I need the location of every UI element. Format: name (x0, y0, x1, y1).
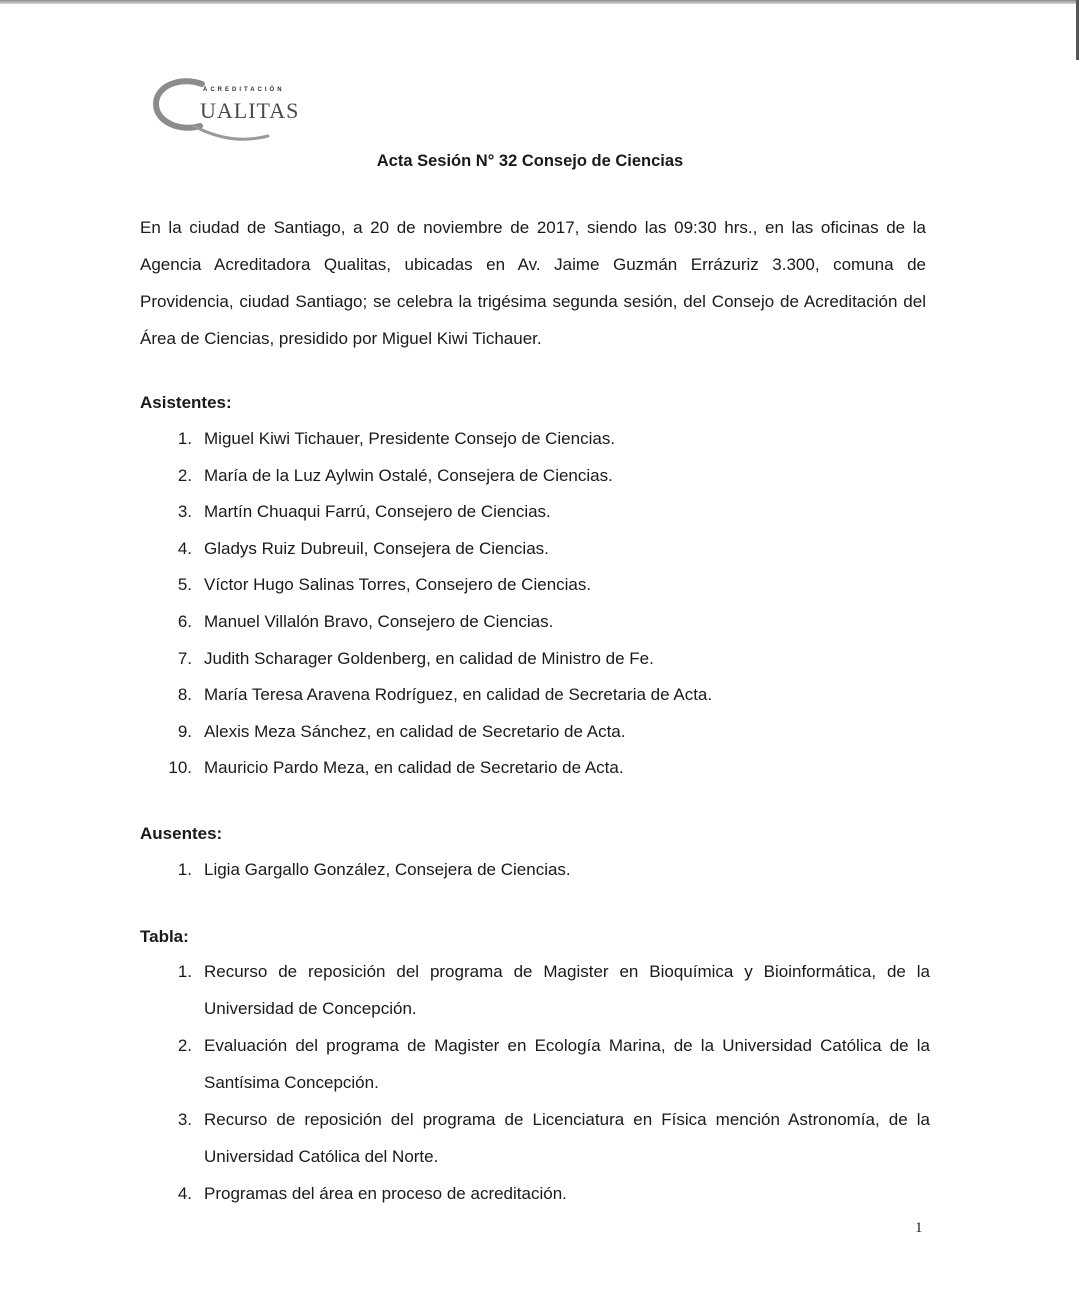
list-item (140, 677, 930, 714)
list-item (140, 1027, 930, 1101)
asistentes-heading: Asistentes: (140, 393, 232, 412)
list-item (140, 641, 930, 678)
item-text: Ligia Gargallo González, Consejera de Ciencias. (204, 860, 571, 879)
list-item (140, 750, 930, 787)
page-number: 1 (915, 1220, 923, 1236)
item-number: 4. (177, 538, 192, 558)
item-number: 6. (177, 611, 192, 631)
item-number: 1. (177, 962, 192, 981)
item-text: Programas del área en proceso de acreditación. (204, 1184, 567, 1203)
item-text: Judith Scharager Goldenberg, en calidad de Ministro de Fe. (204, 648, 654, 668)
list-item (140, 953, 930, 1027)
item-number: 7. (177, 648, 192, 668)
list-item (140, 852, 930, 888)
item-number: 3. (177, 502, 192, 522)
item-number: 9. (177, 721, 192, 741)
document-title: Acta Sesión N° 32 Consejo de Ciencias (376, 152, 684, 170)
item-text: Evaluación del programa de Magister en Ecología Marina, de la Universidad Católica de la Santísima Concepción. (204, 1036, 930, 1092)
item-number: 10. (168, 758, 192, 778)
list-item (140, 567, 930, 604)
item-text: María Teresa Aravena Rodríguez, en calidad de Secretaria de Acta. (204, 685, 713, 705)
list-item (140, 604, 930, 641)
item-number: 2. (177, 1036, 192, 1055)
item-text: Alexis Meza Sánchez, en calidad de Secretario de Acta. (204, 721, 626, 741)
list-item (140, 1175, 930, 1212)
list-item (140, 494, 930, 531)
list-item (140, 531, 930, 568)
list-item (140, 1101, 930, 1175)
item-text: Mauricio Pardo Meza, en calidad de Secretario de Acta. (204, 758, 624, 778)
asistentes-list (140, 421, 930, 787)
intro-paragraph: En la ciudad de Santiago, a 20 de noviembre de 2017, siendo las 09:30 hrs., en las oficinas de la Agencia Acreditadora Qualitas, ubicadas en Av. Jaime Guzmán Errázuriz 3.300, comuna de Providencia, ciudad Santiago; se celebra la trigésima segunda sesión, del Consejo de Acreditación del Área de Ciencias, presidido por Miguel Kiwi Tichauer. (140, 218, 926, 348)
qualitas-logo (150, 70, 330, 150)
item-text: Víctor Hugo Salinas Torres, Consejero de Ciencias. (204, 575, 592, 595)
item-number: 3. (177, 1110, 192, 1129)
item-text: Gladys Ruiz Dubreuil, Consejera de Ciencias. (204, 538, 549, 558)
list-item (140, 458, 930, 495)
item-text: María de la Luz Aylwin Ostalé, Consejera de Ciencias. (204, 465, 613, 485)
logo-wordmark: UALITAS (200, 98, 300, 123)
ausentes-heading: Ausentes: (140, 824, 223, 843)
logo-top-text: ACREDITACIÓN (203, 87, 285, 93)
list-item (140, 714, 930, 751)
item-text: Martín Chuaqui Farrú, Consejero de Ciencias. (204, 502, 551, 522)
item-text: Manuel Villalón Bravo, Consejero de Ciencias. (204, 611, 554, 631)
tabla-list (140, 953, 930, 1212)
list-item (140, 421, 930, 458)
ausentes-list (140, 852, 930, 888)
scan-edge-top (0, 0, 1079, 4)
item-text: Recurso de reposición del programa de Magister en Bioquímica y Bioinformática, de la Universidad de Concepción. (204, 962, 930, 1018)
tabla-heading: Tabla: (140, 927, 189, 946)
item-number: 2. (177, 465, 192, 485)
item-text: Recurso de reposición del programa de Licenciatura en Física mención Astronomía, de la Universidad Católica del Norte. (204, 1110, 930, 1166)
item-number: 5. (177, 575, 192, 595)
item-number: 8. (177, 685, 192, 705)
item-text: Miguel Kiwi Tichauer, Presidente Consejo de Ciencias. (204, 429, 616, 448)
item-number: 1. (177, 860, 192, 879)
item-number: 1. (177, 429, 192, 448)
item-number: 4. (177, 1184, 192, 1203)
